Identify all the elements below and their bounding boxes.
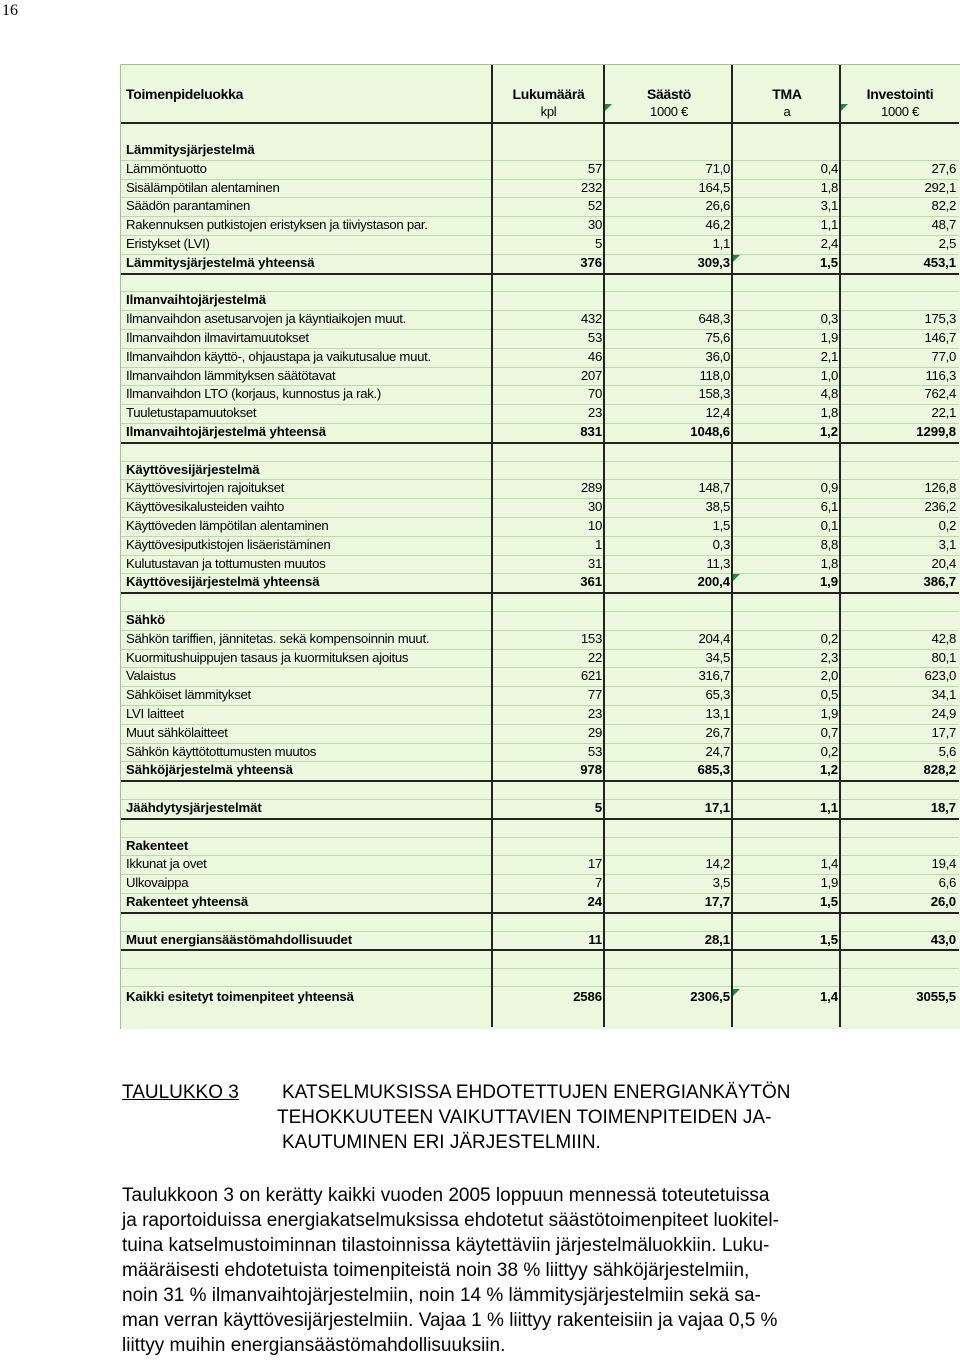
value-cell: 2306,5: [690, 989, 730, 1004]
value-cell: 0,3: [712, 536, 730, 552]
value-cell: 1,4: [819, 989, 838, 1004]
value-cell: 26,0: [930, 894, 956, 909]
value-cell: 289: [580, 480, 602, 496]
value-cell: 1,5: [819, 931, 838, 947]
value-cell: 648,3: [698, 311, 730, 327]
value-cell: 762,4: [924, 386, 956, 402]
value-cell: 1,8: [820, 405, 838, 421]
row-label: Eristykset (LVI): [126, 236, 210, 251]
value-cell: 831: [580, 424, 602, 439]
value-cell: 17: [587, 856, 602, 872]
body-line: liittyy muihin energiansäästömahdollisuuksiin.: [122, 1335, 506, 1356]
section-title: Sähkö: [126, 612, 166, 627]
value-cell: 1,5: [712, 518, 730, 533]
row-divider: [121, 592, 959, 594]
value-cell: 200,4: [697, 574, 730, 590]
value-cell: 376: [580, 254, 602, 270]
value-cell: 118,0: [699, 367, 730, 383]
column-divider: [731, 65, 733, 1027]
value-cell: 1,1: [712, 236, 730, 251]
value-cell: 621: [580, 668, 602, 684]
value-cell: 80,1: [931, 649, 956, 665]
value-cell: 1,8: [820, 555, 838, 571]
column-divider: [491, 65, 493, 1027]
value-cell: 22,1: [931, 405, 956, 421]
value-cell: 685,3: [697, 762, 730, 778]
header-saving: Säästö: [646, 86, 692, 102]
value-cell: 2,1: [820, 348, 838, 364]
row-label: Käyttöveden lämpötilan alentaminen: [126, 518, 329, 533]
row-label: Ilmanvaihdon lämmityksen säätötavat: [126, 367, 336, 383]
value-cell: 53: [587, 330, 602, 345]
value-cell: 1,0: [820, 367, 838, 383]
value-cell: 75,6: [705, 330, 730, 345]
caption-line-3: KAUTUMINEN ERI JÄRJESTELMIIN.: [282, 1132, 601, 1153]
body-line: Taulukkoon 3 on kerätty kaikki vuoden 2005 loppuun mennessä toteutetuissa: [122, 1185, 770, 1206]
value-cell: 6,6: [938, 875, 956, 891]
page-number: 16: [2, 2, 18, 19]
value-cell: 158,3: [698, 386, 730, 402]
value-cell: 14,2: [705, 856, 730, 872]
value-cell: 1,4: [820, 856, 838, 872]
value-cell: 204,4: [698, 630, 730, 646]
row-divider: [121, 968, 959, 969]
value-cell: 24: [587, 894, 602, 909]
value-cell: 11: [588, 931, 602, 947]
row-label: Lämmöntuotto: [126, 160, 207, 176]
header-category: Toimenpideluokka: [126, 86, 244, 102]
value-cell: 65,3: [705, 687, 730, 703]
body-line: tuina katselmustoiminnan tilastoinnissa käytettäviin järjestelmäluokkiin. Luku-: [122, 1235, 770, 1256]
value-cell: 148,7: [698, 480, 730, 496]
value-cell: 82,2: [931, 198, 956, 214]
value-cell: 46,2: [705, 217, 730, 233]
value-cell: 292,1: [924, 179, 956, 195]
value-cell: 0,4: [820, 160, 838, 176]
row-label: Ikkunat ja ovet: [126, 856, 207, 872]
total-label: Käyttövesijärjestelmä yhteensä: [126, 574, 320, 590]
caption-line-1: KATSELMUKSISSA EHDOTETTUJEN ENERGIANKÄYTÖN: [282, 1082, 791, 1103]
value-cell: 386,7: [923, 574, 956, 590]
body-paragraph: [122, 1183, 912, 1358]
row-divider: [121, 273, 959, 275]
value-cell: 1,2: [819, 424, 838, 439]
cell-flag-marker: [733, 255, 740, 262]
value-cell: 623,0: [924, 668, 956, 684]
value-cell: 1,2: [819, 762, 838, 778]
value-cell: 164,5: [698, 179, 730, 195]
value-cell: 27,6: [931, 160, 956, 176]
value-cell: 24,7: [705, 743, 730, 759]
value-cell: 13,1: [705, 706, 730, 721]
value-cell: 2586: [573, 989, 602, 1004]
value-cell: 77: [587, 687, 602, 703]
value-cell: 153: [580, 630, 602, 646]
value-cell: 17,7: [931, 724, 956, 740]
value-cell: 3,1: [938, 536, 956, 552]
row-label: Kulutustavan ja tottumusten muutos: [126, 555, 326, 571]
section-title: Rakenteet: [126, 837, 189, 853]
value-cell: 1,8: [820, 179, 838, 195]
value-cell: 11,3: [706, 555, 730, 571]
value-cell: 309,3: [697, 254, 730, 270]
value-cell: 8,8: [820, 536, 838, 552]
row-divider: [121, 986, 959, 987]
value-cell: 17,7: [704, 894, 730, 909]
value-cell: 453,1: [923, 254, 956, 270]
value-cell: 42,8: [931, 630, 956, 646]
value-cell: 432: [580, 311, 602, 327]
value-cell: 18,7: [930, 800, 956, 815]
value-cell: 29: [587, 724, 602, 740]
caption-label: TAULUKKO 3: [122, 1082, 239, 1103]
body-line: ja raportoiduissa energiakatselmuksissa ehdotetut säästötoimenpiteet luokitel-: [122, 1210, 779, 1231]
value-cell: 12,4: [705, 405, 730, 421]
section-title: Käyttövesijärjestelmä: [126, 461, 260, 477]
header-count-unit: kpl: [540, 104, 557, 119]
value-cell: 0,1: [820, 518, 838, 533]
value-cell: 361: [580, 574, 602, 590]
caption-line-2: TEHOKKUUTEEN VAIKUTTAVIEN TOIMENPITEIDEN JA-: [277, 1107, 772, 1128]
value-cell: 52: [587, 198, 602, 214]
value-cell: 2,4: [820, 236, 838, 251]
value-cell: 0,9: [820, 480, 838, 496]
measures-table: [120, 64, 960, 1029]
total-label: Kaikki esitetyt toimenpiteet yhteensä: [126, 989, 354, 1004]
row-label: Ilmanvaihdon ilmavirtamuutokset: [126, 330, 309, 345]
total-label: Muut energiansäästömahdollisuudet: [126, 931, 353, 947]
header-saving-unit: 1000 €: [650, 104, 688, 119]
value-cell: 48,7: [931, 217, 956, 233]
value-cell: 0,2: [938, 518, 956, 533]
row-label: Ulkovaippa: [126, 875, 189, 891]
row-label: Säädön parantaminen: [126, 198, 251, 214]
value-cell: 1: [594, 536, 602, 552]
value-cell: 17,1: [704, 800, 730, 815]
value-cell: 26,7: [705, 724, 730, 740]
value-cell: 1,5: [819, 254, 838, 270]
body-line: man verran käyttövesijärjestelmiin. Vajaa 1 % liittyy rakenteisiin ja vajaa 0,5 %: [122, 1310, 778, 1331]
section-title: Ilmanvaihtojärjestelmä: [126, 292, 266, 308]
column-divider: [839, 65, 841, 1027]
value-cell: 4,8: [820, 386, 838, 402]
value-cell: 22: [587, 649, 602, 665]
value-cell: 236,2: [924, 499, 956, 515]
total-label: Ilmanvaihtojärjestelmä yhteensä: [126, 424, 326, 439]
value-cell: 1,1: [820, 217, 838, 233]
value-cell: 1,5: [819, 894, 838, 909]
value-cell: 34,5: [705, 649, 730, 665]
value-cell: 1,1: [819, 800, 838, 815]
value-cell: 57: [587, 160, 602, 176]
value-cell: 26,6: [705, 198, 730, 214]
value-cell: 0,3: [820, 311, 838, 327]
value-cell: 126,8: [924, 480, 956, 496]
value-cell: 70: [587, 386, 602, 402]
row-divider: [121, 912, 959, 914]
value-cell: 1,9: [819, 574, 838, 590]
value-cell: 6,1: [820, 499, 838, 515]
header-count: Lukumäärä: [512, 86, 585, 102]
value-cell: 30: [587, 217, 602, 233]
header-payback-unit: a: [783, 104, 791, 119]
value-cell: 5,6: [938, 743, 956, 759]
value-cell: 978: [580, 762, 602, 778]
value-cell: 36,0: [705, 348, 730, 364]
total-label: Rakenteet yhteensä: [126, 894, 249, 909]
row-label: Sähkön käyttötottumusten muutos: [126, 743, 317, 759]
value-cell: 2,5: [938, 236, 956, 251]
value-cell: 38,5: [705, 499, 730, 515]
cell-flag-marker: [841, 104, 848, 111]
value-cell: 0,5: [820, 687, 838, 703]
value-cell: 43,0: [930, 931, 956, 947]
row-divider: [121, 122, 959, 124]
value-cell: 3,5: [712, 875, 730, 891]
value-cell: 46: [587, 348, 602, 364]
total-label: Jäähdytysjärjestelmät: [126, 800, 262, 815]
value-cell: 30: [587, 499, 602, 515]
cell-flag-marker: [733, 574, 740, 581]
value-cell: 3055,5: [916, 989, 956, 1004]
value-cell: 53: [587, 743, 602, 759]
cell-flag-marker: [605, 104, 612, 111]
row-label: Sähköiset lämmitykset: [126, 687, 251, 703]
value-cell: 1,9: [820, 706, 838, 721]
total-label: Lämmitysjärjestelmä yhteensä: [126, 254, 315, 270]
row-divider: [121, 818, 959, 820]
value-cell: 146,7: [924, 330, 956, 345]
value-cell: 207: [580, 367, 602, 383]
value-cell: 1,9: [820, 875, 838, 891]
value-cell: 31: [587, 555, 602, 571]
value-cell: 23: [587, 405, 602, 421]
cell-flag-marker: [733, 989, 740, 996]
value-cell: 316,7: [698, 668, 730, 684]
row-label: Käyttövesiputkistojen lisäeristäminen: [126, 536, 331, 552]
value-cell: 20,4: [931, 555, 956, 571]
value-cell: 2,0: [820, 668, 838, 684]
row-label: LVI laitteet: [126, 706, 184, 721]
value-cell: 828,2: [923, 762, 956, 778]
value-cell: 0,2: [820, 743, 838, 759]
section-title: Lämmitysjärjestelmä: [126, 142, 255, 157]
value-cell: 0,7: [820, 724, 838, 740]
value-cell: 175,3: [924, 311, 956, 327]
body-line: noin 31 % ilmanvaihtojärjestelmiin, noin 14 % lämmitysjärjestelmiin sekä sa-: [122, 1285, 761, 1306]
value-cell: 10: [587, 518, 602, 533]
value-cell: 0,2: [820, 630, 838, 646]
row-label: Sähkön tariffien, jännitetas. sekä kompensoinnin muut.: [126, 630, 430, 646]
value-cell: 77,0: [931, 348, 956, 364]
value-cell: 1048,6: [690, 424, 730, 439]
value-cell: 5: [594, 236, 602, 251]
value-cell: 232: [580, 179, 602, 195]
row-label: Kuormitushuippujen tasaus ja kuormituksen ajoitus: [126, 649, 409, 665]
value-cell: 24,9: [931, 706, 956, 721]
row-divider: [121, 949, 959, 951]
header-payback: TMA: [772, 86, 802, 102]
row-label: Sisälämpötilan alentaminen: [126, 179, 280, 195]
value-cell: 1299,8: [916, 424, 956, 439]
body-line: määräisesti ehdotetuista toimenpiteistä noin 38 % liittyy sähköjärjestelmiin,: [122, 1260, 750, 1281]
value-cell: 23: [587, 706, 602, 721]
row-label: Rakennuksen putkistojen eristyksen ja tiiviystason par.: [126, 217, 428, 233]
header-investment: Investointi: [866, 86, 934, 102]
row-label: Valaistus: [126, 668, 176, 684]
value-cell: 2,3: [820, 649, 838, 665]
value-cell: 7: [594, 875, 602, 891]
header-investment-unit: 1000 €: [881, 104, 919, 119]
value-cell: 34,1: [931, 687, 956, 703]
row-label: Ilmanvaihdon käyttö-, ohjaustapa ja vaikutusalue muut.: [126, 348, 431, 364]
row-label: Ilmanvaihdon asetusarvojen ja käyntiaikojen muut.: [126, 311, 406, 327]
row-label: Käyttövesivirtojen rajoitukset: [126, 480, 285, 496]
value-cell: 71,0: [705, 160, 730, 176]
row-label: Ilmanvaihdon LTO (korjaus, kunnostus ja rak.): [126, 386, 382, 402]
total-label: Sähköjärjestelmä yhteensä: [126, 762, 293, 778]
value-cell: 1,9: [820, 330, 838, 345]
value-cell: 3,1: [820, 198, 838, 214]
row-divider: [121, 780, 959, 782]
row-label: Muut sähkölaitteet: [126, 724, 228, 740]
value-cell: 5: [594, 800, 602, 815]
row-divider: [121, 442, 959, 444]
value-cell: 28,1: [704, 931, 730, 947]
value-cell: 116,3: [925, 367, 956, 383]
column-divider: [603, 65, 605, 1027]
value-cell: 19,4: [931, 856, 956, 872]
row-label: Käyttövesikalusteiden vaihto: [126, 499, 285, 515]
row-label: Tuuletustapamuutokset: [126, 405, 257, 421]
